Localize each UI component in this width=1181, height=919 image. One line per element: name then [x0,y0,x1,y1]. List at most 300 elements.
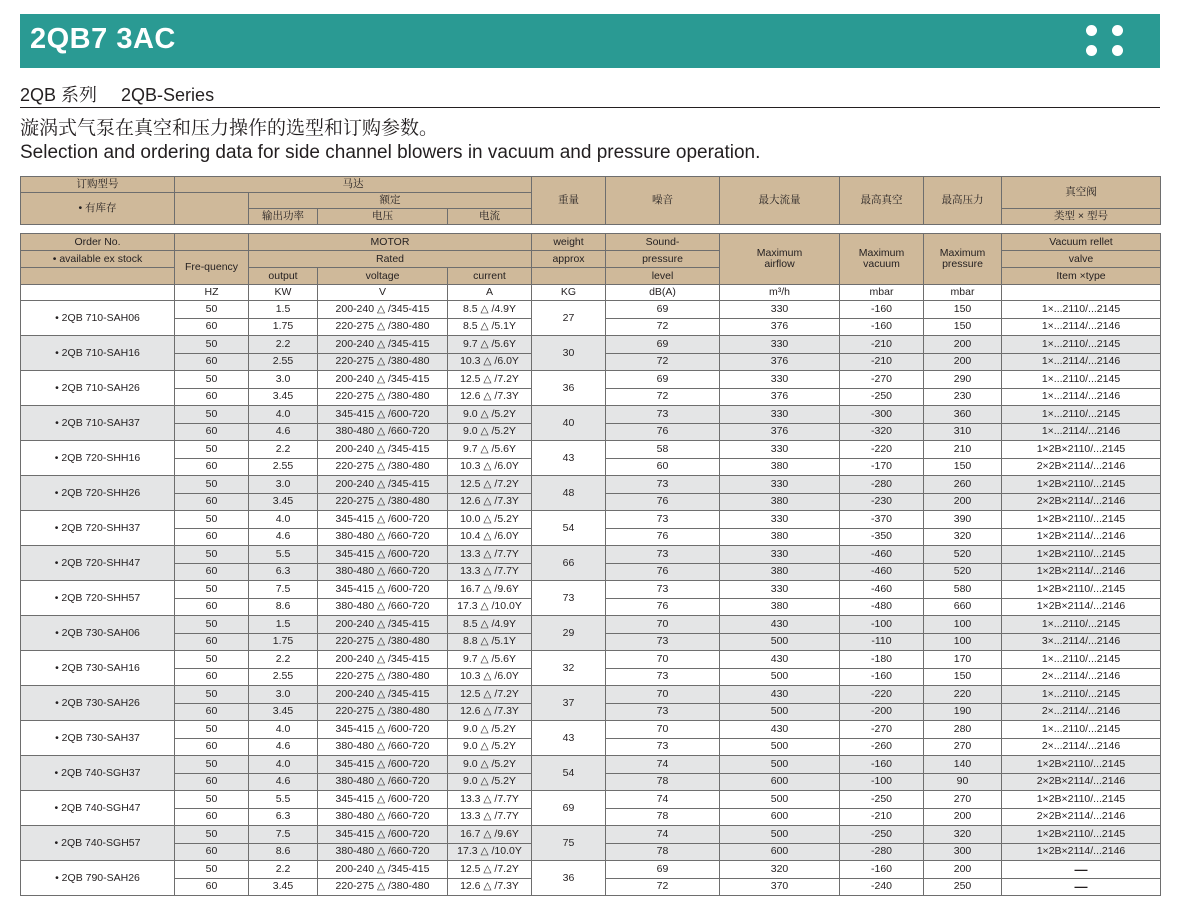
current-cell: 8.5 △ /4.9Y [448,616,532,634]
weight-cell: 32 [532,651,606,686]
en-max-pressure-1: Maximum [939,247,986,259]
valve-cell: 2×2B×2114/...2146 [1002,458,1161,476]
voltage-cell: 345-415 △ /600-720 [318,721,448,739]
en-sound-3: level [606,268,720,285]
valve-cell: 1×2B×2110/...2145 [1002,581,1161,599]
voltage-cell: 345-415 △ /600-720 [318,406,448,424]
cn-max-flow: 最大流量 [720,177,840,225]
table-row [21,721,1161,739]
voltage-cell: 380-480 △ /660-720 [318,598,448,616]
spec-table [20,176,1161,896]
current-cell: 9.0 △ /5.2Y [448,756,532,774]
frequency-cell: 60 [175,668,249,686]
cn-weight: 重量 [532,177,606,225]
cn-order-no: 订购型号 [21,177,175,193]
frequency-cell: 50 [175,616,249,634]
cn-rated: 额定 [249,193,532,209]
unit-sound: dB(A) [606,285,720,301]
vacuum-cell: -250 [840,388,924,406]
pressure-cell: 90 [924,773,1002,791]
pressure-cell: 140 [924,756,1002,774]
current-cell: 10.3 △ /6.0Y [448,668,532,686]
frequency-cell: 50 [175,406,249,424]
output-cell: 2.2 [249,336,318,354]
airflow-cell: 500 [720,668,840,686]
cn-stock: • 有库存 [21,193,175,225]
en-motor: MOTOR [249,234,532,251]
sound-cell: 76 [606,423,720,441]
frequency-cell: 50 [175,336,249,354]
valve-cell: 1×2B×2110/...2145 [1002,826,1161,844]
output-cell: 1.75 [249,633,318,651]
frequency-cell: 60 [175,808,249,826]
en-max-vacuum-2: vacuum [863,258,900,270]
valve-cell: 1×...2110/...2145 [1002,651,1161,669]
frequency-cell: 50 [175,686,249,704]
output-cell: 3.0 [249,686,318,704]
sound-cell: 73 [606,703,720,721]
voltage-cell: 345-415 △ /600-720 [318,791,448,809]
en-max-vacuum-1: Maximum [858,247,905,259]
sound-cell: 72 [606,388,720,406]
en-valve-3: Item ×type [1002,268,1161,285]
output-cell: 7.5 [249,581,318,599]
pressure-cell: 520 [924,546,1002,564]
pressure-cell: 280 [924,721,1002,739]
frequency-cell: 50 [175,441,249,459]
sound-cell: 58 [606,441,720,459]
current-cell: 9.0 △ /5.2Y [448,721,532,739]
output-cell: 6.3 [249,808,318,826]
vacuum-cell: -320 [840,423,924,441]
airflow-cell: 370 [720,878,840,896]
voltage-cell: 200-240 △ /345-415 [318,441,448,459]
current-cell: 12.6 △ /7.3Y [448,703,532,721]
vacuum-cell: -210 [840,336,924,354]
table-row [21,511,1161,529]
weight-cell: 73 [532,581,606,616]
frequency-cell: 50 [175,651,249,669]
vacuum-cell: -160 [840,301,924,319]
table-row [21,581,1161,599]
weight-cell: 66 [532,546,606,581]
airflow-cell: 600 [720,773,840,791]
sound-cell: 74 [606,826,720,844]
vacuum-cell: -240 [840,878,924,896]
valve-cell: 2×...2114/...2146 [1002,738,1161,756]
frequency-cell: 50 [175,791,249,809]
current-cell: 13.3 △ /7.7Y [448,546,532,564]
current-cell: 10.3 △ /6.0Y [448,458,532,476]
vacuum-cell: -210 [840,353,924,371]
sound-cell: 73 [606,476,720,494]
output-cell: 3.45 [249,493,318,511]
table-row [21,686,1161,704]
vacuum-cell: -100 [840,773,924,791]
model-name: • 2QB 790-SAH26 [21,861,175,896]
valve-cell: — [1002,878,1161,896]
en-stock: • available ex stock [21,251,175,268]
sound-cell: 76 [606,563,720,581]
airflow-cell: 380 [720,528,840,546]
sound-cell: 72 [606,353,720,371]
frequency-cell: 50 [175,756,249,774]
en-sound-2: pressure [606,251,720,268]
pressure-cell: 220 [924,686,1002,704]
frequency-cell: 50 [175,301,249,319]
airflow-cell: 330 [720,371,840,389]
weight-cell: 54 [532,756,606,791]
pressure-cell: 150 [924,668,1002,686]
valve-cell: 1×2B×2110/...2145 [1002,476,1161,494]
pressure-cell: 660 [924,598,1002,616]
pressure-cell: 200 [924,808,1002,826]
table-row [21,371,1161,389]
cn-voltage: 电压 [318,209,448,225]
model-name: • 2QB 740-SGH57 [21,826,175,861]
voltage-cell: 200-240 △ /345-415 [318,476,448,494]
cn-current: 电流 [448,209,532,225]
sound-cell: 70 [606,686,720,704]
airflow-cell: 600 [720,843,840,861]
sound-cell: 70 [606,616,720,634]
table-row [21,441,1161,459]
current-cell: 12.6 △ /7.3Y [448,388,532,406]
output-cell: 8.6 [249,598,318,616]
valve-cell: 1×2B×2110/...2145 [1002,441,1161,459]
model-name: • 2QB 730-SAH06 [21,616,175,651]
sound-cell: 69 [606,336,720,354]
output-cell: 2.55 [249,458,318,476]
output-cell: 7.5 [249,826,318,844]
cn-valve-type: 类型 × 型号 [1002,209,1161,225]
vacuum-cell: -370 [840,511,924,529]
sound-cell: 69 [606,861,720,879]
model-name: • 2QB 730-SAH37 [21,721,175,756]
sound-cell: 76 [606,493,720,511]
table-row [21,756,1161,774]
pressure-cell: 320 [924,528,1002,546]
vacuum-cell: -170 [840,458,924,476]
output-cell: 3.45 [249,703,318,721]
table-row [21,791,1161,809]
valve-cell: 1×2B×2114/...2146 [1002,843,1161,861]
pressure-cell: 200 [924,493,1002,511]
current-cell: 9.0 △ /5.2Y [448,423,532,441]
voltage-cell: 220-275 △ /380-480 [318,703,448,721]
sound-cell: 70 [606,651,720,669]
voltage-cell: 380-480 △ /660-720 [318,423,448,441]
model-name: • 2QB 720-SHH16 [21,441,175,476]
valve-cell: 2×...2114/...2146 [1002,668,1161,686]
current-cell: 8.5 △ /5.1Y [448,318,532,336]
sound-cell: 72 [606,318,720,336]
vacuum-cell: -160 [840,756,924,774]
valve-cell: 1×...2114/...2146 [1002,423,1161,441]
sound-cell: 73 [606,511,720,529]
valve-cell: 1×...2110/...2145 [1002,616,1161,634]
frequency-cell: 60 [175,528,249,546]
pressure-cell: 580 [924,581,1002,599]
pressure-cell: 170 [924,651,1002,669]
model-name: • 2QB 740-SGH37 [21,756,175,791]
airflow-cell: 376 [720,423,840,441]
weight-cell: 43 [532,441,606,476]
series-en: 2QB-Series [121,85,215,105]
voltage-cell: 200-240 △ /345-415 [318,371,448,389]
unit-pressure: mbar [924,285,1002,301]
frequency-cell: 60 [175,843,249,861]
valve-cell: 1×2B×2110/...2145 [1002,791,1161,809]
output-cell: 1.75 [249,318,318,336]
frequency-cell: 60 [175,493,249,511]
current-cell: 9.0 △ /5.2Y [448,738,532,756]
valve-cell: 1×2B×2114/...2146 [1002,563,1161,581]
table-row [21,546,1161,564]
voltage-cell: 220-275 △ /380-480 [318,878,448,896]
vacuum-cell: -270 [840,371,924,389]
weight-cell: 27 [532,301,606,336]
output-cell: 3.45 [249,388,318,406]
output-cell: 4.6 [249,423,318,441]
sound-cell: 73 [606,633,720,651]
airflow-cell: 430 [720,721,840,739]
airflow-cell: 430 [720,686,840,704]
vacuum-cell: -250 [840,826,924,844]
table-row [21,826,1161,844]
model-name: • 2QB 710-SAH06 [21,301,175,336]
sound-cell: 73 [606,738,720,756]
output-cell: 2.55 [249,353,318,371]
model-name: • 2QB 740-SGH47 [21,791,175,826]
unit-frequency: HZ [175,285,249,301]
voltage-cell: 220-275 △ /380-480 [318,353,448,371]
vacuum-cell: -220 [840,441,924,459]
en-current: current [448,268,532,285]
vacuum-cell: -250 [840,791,924,809]
weight-cell: 30 [532,336,606,371]
current-cell: 8.5 △ /4.9Y [448,301,532,319]
airflow-cell: 380 [720,493,840,511]
output-cell: 3.0 [249,476,318,494]
airflow-cell: 500 [720,703,840,721]
divider [20,107,1160,108]
valve-cell: 1×...2110/...2145 [1002,686,1161,704]
en-frequency: Fre-quency [175,251,249,285]
frequency-cell: 60 [175,458,249,476]
weight-cell: 36 [532,861,606,896]
vacuum-cell: -460 [840,546,924,564]
pressure-cell: 250 [924,878,1002,896]
current-cell: 10.4 △ /6.0Y [448,528,532,546]
airflow-cell: 330 [720,546,840,564]
weight-cell: 75 [532,826,606,861]
current-cell: 12.5 △ /7.2Y [448,686,532,704]
valve-cell: 1×...2114/...2146 [1002,318,1161,336]
vacuum-cell: -100 [840,616,924,634]
voltage-cell: 220-275 △ /380-480 [318,493,448,511]
airflow-cell: 500 [720,738,840,756]
airflow-cell: 330 [720,581,840,599]
frequency-cell: 50 [175,511,249,529]
airflow-cell: 330 [720,476,840,494]
unit-voltage: V [318,285,448,301]
frequency-cell: 50 [175,546,249,564]
vacuum-cell: -230 [840,493,924,511]
frequency-cell: 50 [175,861,249,879]
current-cell: 13.3 △ /7.7Y [448,808,532,826]
model-name: • 2QB 710-SAH16 [21,336,175,371]
frequency-cell: 60 [175,633,249,651]
current-cell: 12.6 △ /7.3Y [448,493,532,511]
frequency-cell: 60 [175,878,249,896]
valve-cell: 1×...2114/...2146 [1002,353,1161,371]
description-en: Selection and ordering data for side channel blowers in vacuum and pressure operation. [20,142,761,163]
unit-output: KW [249,285,318,301]
vacuum-cell: -220 [840,686,924,704]
weight-cell: 37 [532,686,606,721]
output-cell: 3.45 [249,878,318,896]
current-cell: 16.7 △ /9.6Y [448,581,532,599]
voltage-cell: 200-240 △ /345-415 [318,651,448,669]
vacuum-cell: -160 [840,318,924,336]
page-title: 2QB7 3AC [30,23,176,55]
voltage-cell: 200-240 △ /345-415 [318,861,448,879]
frequency-cell: 60 [175,773,249,791]
table-row [21,336,1161,354]
description-cn: 漩涡式气泵在真空和压力操作的选型和订购参数。 [20,118,439,139]
series-heading [20,81,238,107]
vacuum-cell: -300 [840,406,924,424]
sound-cell: 74 [606,791,720,809]
sound-cell: 73 [606,668,720,686]
valve-cell: 2×2B×2114/...2146 [1002,808,1161,826]
output-cell: 4.0 [249,756,318,774]
sound-cell: 78 [606,808,720,826]
pressure-cell: 200 [924,353,1002,371]
cn-max-vacuum: 最高真空 [840,177,924,225]
valve-cell: 2×2B×2114/...2146 [1002,773,1161,791]
airflow-cell: 500 [720,791,840,809]
current-cell: 9.7 △ /5.6Y [448,336,532,354]
model-rows [21,301,1161,896]
airflow-cell: 380 [720,563,840,581]
model-name: • 2QB 730-SAH16 [21,651,175,686]
en-valve-2: valve [1002,251,1161,268]
frequency-cell: 50 [175,826,249,844]
valve-cell: — [1002,861,1161,879]
valve-cell: 1×...2110/...2145 [1002,301,1161,319]
cn-max-pressure: 最高压力 [924,177,1002,225]
frequency-cell: 60 [175,388,249,406]
en-approx: approx [532,251,606,268]
valve-cell: 1×...2110/...2145 [1002,406,1161,424]
current-cell: 17.3 △ /10.0Y [448,598,532,616]
cn-noise: 噪音 [606,177,720,225]
weight-cell: 36 [532,371,606,406]
current-cell: 10.0 △ /5.2Y [448,511,532,529]
unit-vacuum: mbar [840,285,924,301]
pressure-cell: 390 [924,511,1002,529]
pressure-cell: 210 [924,441,1002,459]
airflow-cell: 430 [720,616,840,634]
model-name: • 2QB 710-SAH37 [21,406,175,441]
current-cell: 12.5 △ /7.2Y [448,371,532,389]
weight-cell: 54 [532,511,606,546]
vacuum-cell: -350 [840,528,924,546]
valve-cell: 2×...2114/...2146 [1002,703,1161,721]
voltage-cell: 380-480 △ /660-720 [318,528,448,546]
pressure-cell: 260 [924,476,1002,494]
pressure-cell: 230 [924,388,1002,406]
model-name: • 2QB 730-SAH26 [21,686,175,721]
output-cell: 2.2 [249,861,318,879]
voltage-cell: 200-240 △ /345-415 [318,616,448,634]
airflow-cell: 330 [720,511,840,529]
en-max-flow-2: airflow [764,258,795,270]
vacuum-cell: -460 [840,563,924,581]
voltage-cell: 380-480 △ /660-720 [318,843,448,861]
frequency-cell: 50 [175,476,249,494]
valve-cell: 3×...2114/...2146 [1002,633,1161,651]
sound-cell: 76 [606,528,720,546]
pressure-cell: 270 [924,791,1002,809]
voltage-cell: 200-240 △ /345-415 [318,336,448,354]
valve-cell: 1×...2110/...2145 [1002,371,1161,389]
vacuum-cell: -200 [840,703,924,721]
voltage-cell: 380-480 △ /660-720 [318,738,448,756]
en-weight: weight [532,234,606,251]
pressure-cell: 200 [924,861,1002,879]
current-cell: 17.3 △ /10.0Y [448,843,532,861]
current-cell: 10.3 △ /6.0Y [448,353,532,371]
model-name: • 2QB 710-SAH26 [21,371,175,406]
en-valve-1: Vacuum rellet [1002,234,1161,251]
voltage-cell: 200-240 △ /345-415 [318,686,448,704]
output-cell: 6.3 [249,563,318,581]
output-cell: 5.5 [249,546,318,564]
airflow-cell: 430 [720,651,840,669]
output-cell: 1.5 [249,616,318,634]
sound-cell: 73 [606,581,720,599]
current-cell: 12.5 △ /7.2Y [448,861,532,879]
weight-cell: 29 [532,616,606,651]
weight-cell: 43 [532,721,606,756]
vacuum-cell: -160 [840,861,924,879]
valve-cell: 1×2B×2110/...2145 [1002,546,1161,564]
valve-cell: 1×2B×2110/...2145 [1002,756,1161,774]
table-row [21,861,1161,879]
pressure-cell: 100 [924,633,1002,651]
vacuum-cell: -180 [840,651,924,669]
pressure-cell: 290 [924,371,1002,389]
airflow-cell: 376 [720,318,840,336]
output-cell: 4.0 [249,406,318,424]
table-row [21,616,1161,634]
vacuum-cell: -270 [840,721,924,739]
pressure-cell: 150 [924,301,1002,319]
model-name: • 2QB 720-SHH47 [21,546,175,581]
sound-cell: 69 [606,371,720,389]
airflow-cell: 320 [720,861,840,879]
vacuum-cell: -110 [840,633,924,651]
airflow-cell: 380 [720,458,840,476]
output-cell: 4.0 [249,511,318,529]
voltage-cell: 345-415 △ /600-720 [318,826,448,844]
valve-cell: 1×2B×2114/...2146 [1002,598,1161,616]
voltage-cell: 380-480 △ /660-720 [318,808,448,826]
sound-cell: 78 [606,843,720,861]
